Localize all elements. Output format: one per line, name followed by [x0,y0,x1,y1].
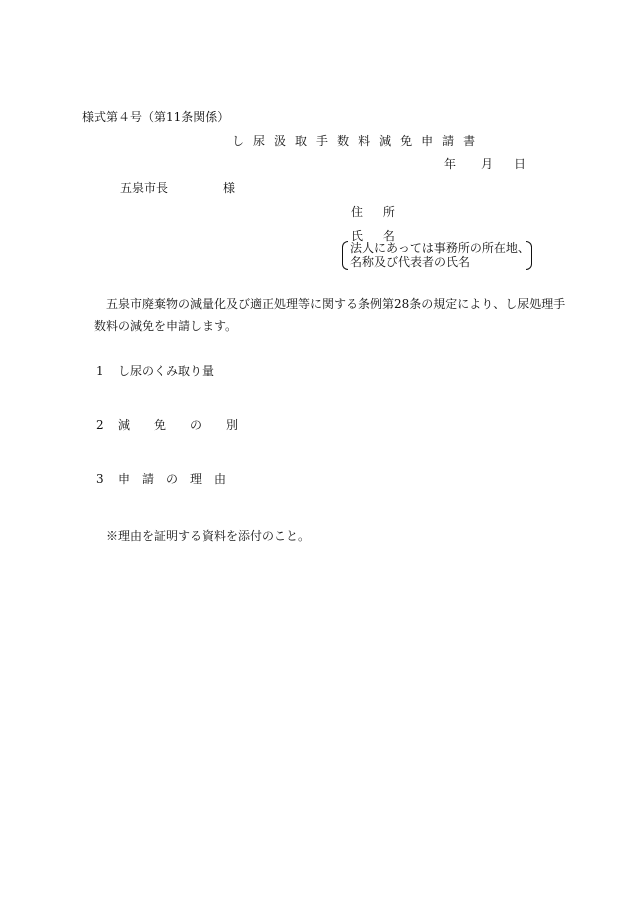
date-month-label: 月 [481,157,494,171]
applicant-note-line-1: 法人にあっては事務所の所在地、 [350,241,530,255]
date-year-label: 年 [444,157,457,171]
applicant-note [342,241,532,270]
form-number: 様式第４号（第11条関係） [82,110,230,124]
item-label-3: 申 請 の 理 由 [118,472,227,486]
addressee-honorific: 様 [223,181,236,195]
item-number-2: 2 [96,418,104,432]
body-text-line-2: 数料の減免を申請します。 [94,319,238,333]
name-label: 氏 名 [351,229,403,243]
item-number-1: 1 [96,364,104,378]
item-label-1: し尿のくみ取り量 [118,364,215,378]
item-label-2: 減 免 の 別 [118,418,239,432]
addressee-name: 五泉市長 [120,181,169,195]
left-bracket [342,241,348,270]
document-title: し 尿 汲 取 手 数 料 減 免 申 請 書 [232,134,478,148]
footnote: ※理由を証明する資料を添付のこと。 [106,529,311,543]
item-number-3: 3 [96,472,104,486]
address-label: 住 所 [351,205,403,219]
date-day-label: 日 [514,157,527,171]
right-bracket [526,241,532,270]
body-text-line-1: 五泉市廃棄物の減量化及び適正処理等に関する条例第28条の規定により、し尿処理手 [106,297,566,311]
applicant-note-line-2: 名称及び代表者の氏名 [350,255,471,269]
